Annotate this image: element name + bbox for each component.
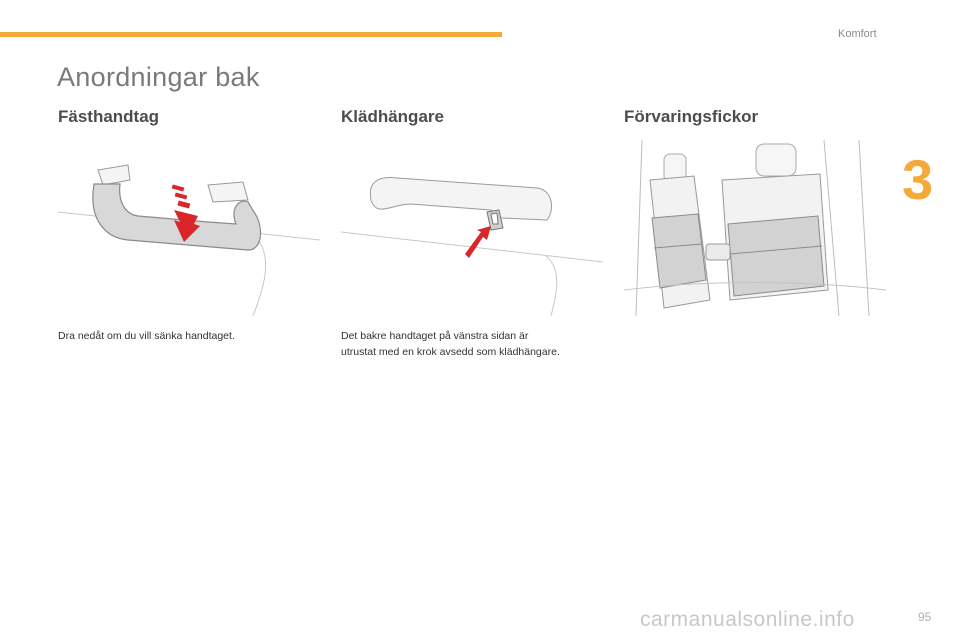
caption-fasthandtag: Dra nedåt om du vill sänka handtaget. — [58, 330, 235, 342]
seat-pockets-illustration — [624, 140, 886, 316]
chapter-number: 3 — [902, 148, 934, 211]
grab-handle-illustration — [58, 140, 320, 316]
page-number: 95 — [918, 610, 932, 624]
caption-kladhangare — [341, 328, 560, 360]
caption-line-1: Det bakre handtaget på vänstra sidan är — [341, 330, 529, 342]
section-name: Komfort — [838, 28, 877, 40]
accent-bar — [0, 32, 502, 37]
watermark: carmanualsonline.info — [640, 608, 855, 631]
heading-kladhangare: Klädhängare — [341, 107, 444, 126]
arrow-up-icon — [465, 226, 491, 258]
heading-forvaringsfickor: Förvaringsfickor — [624, 107, 759, 126]
heading-fasthandtag: Fästhandtag — [58, 107, 160, 126]
coat-hook-illustration — [341, 140, 603, 316]
page-title: Anordningar bak — [57, 62, 260, 92]
caption-line-2: utrustat med en krok avsedd som klädhängare. — [341, 346, 560, 358]
